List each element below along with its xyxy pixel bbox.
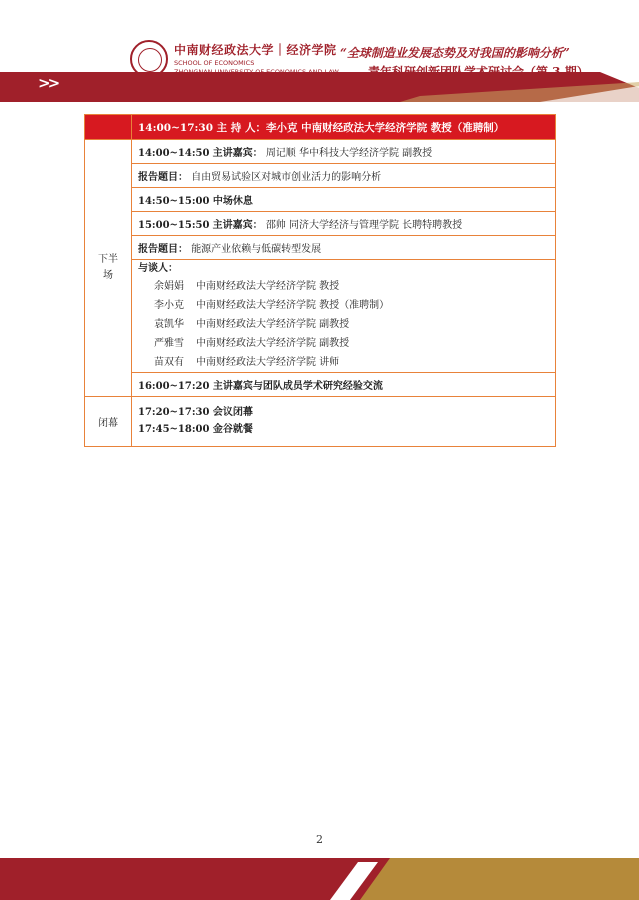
panel-label: 与谈人： <box>138 263 178 274</box>
panelist-name: 余娟娟 <box>154 281 184 292</box>
closing-row <box>85 397 556 447</box>
session-1-topic-label: 报告题目： <box>138 172 188 183</box>
list-item <box>138 334 549 353</box>
list-item <box>138 315 549 334</box>
chevron-right-icon: >> <box>38 74 58 92</box>
closing-label-cell <box>85 397 132 447</box>
panel-row <box>85 260 556 373</box>
session-2-topic-row <box>85 236 556 260</box>
afternoon-label-cell <box>85 140 132 397</box>
panelist-name: 袁凯华 <box>154 319 184 330</box>
exchange-row-text: 16:00~17:20 主讲嘉宾与团队成员学术研究经验交流 <box>132 373 556 397</box>
panelist-info: 中南财经政法大学经济学院 教授（准聘制） <box>196 300 390 311</box>
university-seal-icon <box>130 40 168 78</box>
panelist-info: 中南财经政法大学经济学院 教授 <box>196 281 340 292</box>
panelist-name: 李小克 <box>154 300 184 311</box>
list-item <box>138 296 549 315</box>
conference-title: “全球制造业发展态势及对我国的影响分析” <box>340 46 570 60</box>
afternoon-label: 下半场 <box>98 254 118 281</box>
closing-line-2: 17:45~18:00 金谷就餐 <box>138 424 253 435</box>
panelist-name: 苗双有 <box>154 357 184 368</box>
session-1-topic-row <box>85 164 556 188</box>
logo-english-line-1: SCHOOL OF ECONOMICS <box>174 59 255 67</box>
panelist-info: 中南财经政法大学经济学院 副教授 <box>196 338 350 349</box>
schedule-table <box>84 114 556 447</box>
logo-english-line-2: ZHONGNAN UNIVERSITY OF ECONOMICS AND LAW <box>174 68 339 76</box>
session-2-speaker: 邵帅 同济大学经济与管理学院 长聘特聘教授 <box>265 220 463 231</box>
session-1-speaker: 周记顺 华中科技大学经济学院 副教授 <box>265 148 433 159</box>
list-item <box>138 277 549 296</box>
break-row-text: 14:50~15:00 中场休息 <box>132 188 556 212</box>
session-1-role: 主讲嘉宾： <box>212 148 263 159</box>
conference-subtitle: 青年科研创新团队学术研讨会（第 3 期） <box>368 65 589 79</box>
footer-band <box>0 852 639 900</box>
session-2-topic: 能源产业依赖与低碳转型发展 <box>191 244 322 255</box>
closing-line-1: 17:20~17:30 会议闭幕 <box>138 407 253 418</box>
host-row-text: 14:00~17:30 主 持 人：李小克 中南财经政法大学经济学院 教授（准聘制） <box>132 115 556 140</box>
host-row <box>85 115 556 140</box>
list-item <box>138 353 549 372</box>
session-1-time: 14:00~14:50 <box>138 148 210 159</box>
panelist-info: 中南财经政法大学经济学院 讲师 <box>196 357 340 368</box>
session-2-time: 15:00~15:50 <box>138 220 210 231</box>
page-number: 2 <box>316 833 323 846</box>
session-1-topic: 自由贸易试验区对城市创业活力的影响分析 <box>191 172 382 183</box>
session-2-topic-label: 报告题目： <box>138 244 188 255</box>
session-1-row <box>85 140 556 164</box>
page-header <box>0 0 639 102</box>
panelist-info: 中南财经政法大学经济学院 副教授 <box>196 319 350 330</box>
session-2-row <box>85 212 556 236</box>
session-2-role: 主讲嘉宾： <box>212 220 263 231</box>
logo-chinese-name: 中南财经政法大学｜经济学院 <box>174 43 337 57</box>
exchange-row <box>85 373 556 397</box>
closing-label: 闭幕 <box>98 418 118 429</box>
break-row <box>85 188 556 212</box>
panelist-name: 严雅雪 <box>154 338 184 349</box>
